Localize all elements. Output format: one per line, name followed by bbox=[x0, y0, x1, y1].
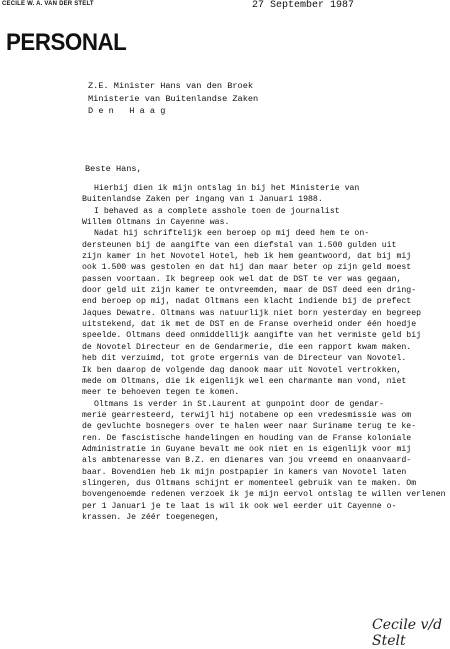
recipient-address bbox=[88, 80, 258, 118]
body-line: de gevluchte bosnegers over te halen weer naar Suriname terug te ke- bbox=[82, 422, 417, 432]
body-line: Hierbij dien ik mijn ontslag in bij het Ministerie van bbox=[94, 184, 360, 193]
body-line: mede om Oltmans, die ik eigenlijk wel een charmante man vond, niet bbox=[82, 376, 407, 386]
address-line: Z.E. Minister Hans van den Broek bbox=[88, 81, 254, 91]
body-line: baar. Bovendien heb ik mijn postpapier in kamers van Novotel laten bbox=[82, 467, 407, 477]
sender-name: CECILE W. A. VAN DER STELT bbox=[2, 1, 94, 7]
body-line: Nadat hij schriftelijk een beroep op mij deed hem te on- bbox=[94, 229, 370, 239]
signature: Cecile v/d Stelt bbox=[372, 617, 443, 649]
letter-date: 27 September 1987 bbox=[252, 0, 355, 11]
body-line: per 1 Januari je te laat is wil ik ook wel eerder uit Cayenne o- bbox=[82, 501, 397, 511]
body-line: meer te behoeven tegen te komen. bbox=[82, 388, 240, 398]
personal-stamp: PERSONAL bbox=[6, 29, 127, 56]
body-line: door geld uit zijn kamer te ontvreemden, maar de DST deed een dring- bbox=[82, 286, 417, 296]
body-line: Oltmans is verder in St.Laurent at gunpoint door de gendar- bbox=[94, 399, 384, 409]
body-line: uitstekend, dat ik met de DST en de Franse overheid onder één hoedje bbox=[82, 320, 417, 330]
salutation: Beste Hans, bbox=[85, 164, 142, 174]
body-line: heb dit verzuimd, tot grote ergernis van de Directeur van Novotel. bbox=[82, 354, 407, 364]
body-line: ren. De fascistische handelingen en houding van de Franse koloniale bbox=[82, 433, 412, 443]
body-line: dersteunen bij de aangifte van een diefstal van 1.500 gulden uit bbox=[82, 240, 397, 250]
letter-body bbox=[82, 183, 448, 523]
body-line: krassen. Je zéér toegenegen, bbox=[82, 512, 220, 522]
body-line: Jaques Dewatre. Oltmans was natuurlijk niet born yesterday en begreep bbox=[82, 308, 422, 318]
body-line: I behaved as a complete asshole toen de journalist bbox=[94, 206, 340, 216]
body-line: Ik ben daarop de volgende dag danook maar uit Novotel vertrokken, bbox=[82, 365, 402, 375]
body-line: Buitenlandse Zaken per ingang van 1 Januari 1988. bbox=[82, 195, 323, 205]
body-line: end beroep op mij, nadat Oltmans een klacht indiende bij de prefect bbox=[82, 297, 412, 307]
body-line: ook 1.500 was gestolen en dat hij dan maar beter op zijn geld moest bbox=[82, 263, 412, 273]
address-line: D e n H a a g bbox=[88, 106, 166, 116]
body-line: als ambtenaresse van B.Z. en dienares van jou vreemd en onaanvaard- bbox=[82, 456, 412, 466]
body-line: merie gearresteerd, terwijl hij notabene op een vredesmissie was om bbox=[82, 410, 412, 420]
body-line: slingeren, dus Oltmans schijnt er momenteel gebruik van te maken. Om bbox=[82, 478, 417, 488]
address-line: Ministerie van Buitenlandse Zaken bbox=[88, 93, 259, 104]
body-line: de Novotel Directeur en de Gendarmerie, die een rapport kwam maken. bbox=[82, 342, 412, 352]
body-line: zijn kamer in het Novotel Hotel, heb ik hem geantwoord, dat bij mij bbox=[82, 252, 412, 262]
body-line: Willem Oltmans in Cayenne was. bbox=[82, 218, 230, 228]
body-line: passen voortaan. Ik begreep ook wel dat de DST te ver was gegaan, bbox=[82, 274, 402, 284]
body-line: speelde. Oltmans deed onmiddellijk aangifte van het vermiste geld bij bbox=[82, 331, 422, 341]
body-line: Administratie in Guyane bevalt me ook niet en is eigenlijk voor mij bbox=[82, 444, 412, 454]
body-line: bovengenoemde redenen verzoek ik je mijn eervol ontslag te willen verlenen bbox=[82, 490, 446, 500]
